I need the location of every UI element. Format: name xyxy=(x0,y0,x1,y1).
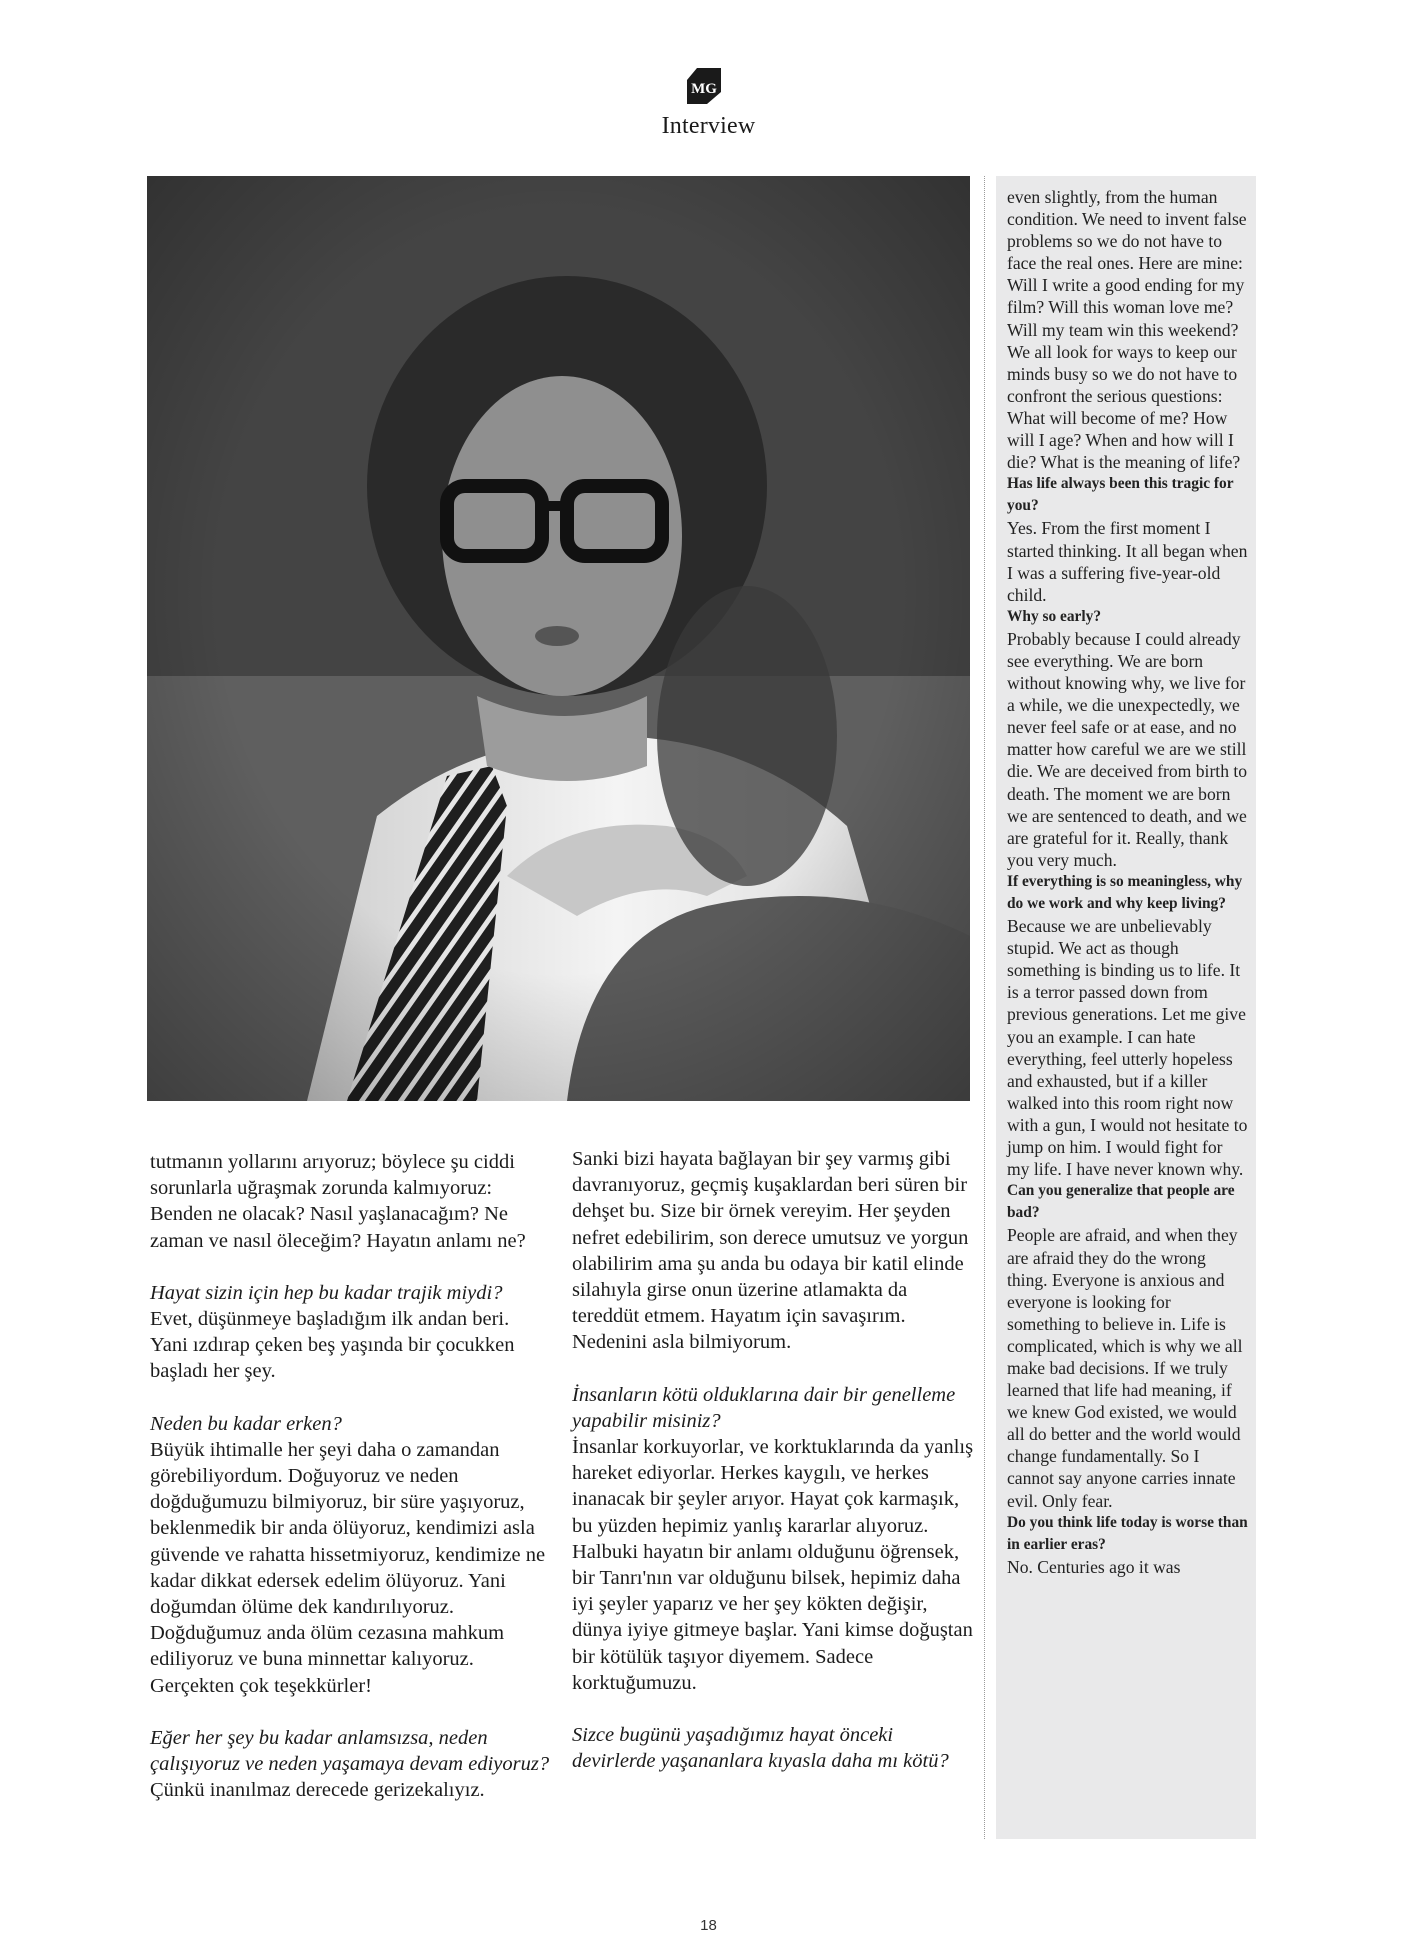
question: İnsanların kötü olduklarına dair bir genelleme yapabilir misiniz? xyxy=(572,1383,956,1432)
question: Hayat sizin için hep bu kadar trajik miydi? xyxy=(150,1281,503,1304)
question: Eğer her şey bu kadar anlamsızsa, neden çalışıyoruz ve neden yaşamaya devam ediyoruz? xyxy=(150,1726,550,1776)
sidebar-question: Do you think life today is worse than in earlier eras? xyxy=(1007,1513,1248,1553)
paragraph xyxy=(150,1280,550,1385)
turkish-column-2 xyxy=(572,1146,976,1800)
paragraph xyxy=(150,1149,550,1254)
column-divider xyxy=(984,176,985,1839)
sidebar-answer: People are afraid, and when they are afraid they do the wrong thing. Everyone is anxious and everyone is looking for something to believe in. Life is complicated, which is why we all make bad decisions. If we truly learned that life had meaning, if we knew God existed, we would all do better and the world would change fundamentally. So I cannot say anyone carries innate evil. Only fear. xyxy=(1007,1225,1243,1511)
page-number: 18 xyxy=(700,1917,717,1934)
question: Sizce bugünü yaşadığımız hayat önceki devirlerde yaşananlara kıyasla daha mı kötü? xyxy=(572,1724,949,1773)
english-sidebar xyxy=(996,176,1256,1839)
sidebar-question: Why so early? xyxy=(1007,607,1102,625)
turkish-column-1 xyxy=(150,1149,550,1829)
answer: İnsanlar korkuyorlar, ve korktuklarında da yanlış hareket ediyorlar. Herkes kaygılı, ve herkes inanacak bir şeyler arıyor. Hayat çok karmaşık, bu yüzden hepimiz yanlış kararlar alıyoruz. Halbuki hayatın bir anlamı olduğunu öğrensek, bir Tanrı'nın var olduğunu bilsek, hepimiz daha iyi şeyler yaparız ve her şey kökten değişir, dünya iyiye gitmeye başlar. Yani kimse doğuştan bir kötülük taşıyor diyemem. Sadece korktuğumuzu. xyxy=(572,1436,974,1694)
answer: Evet, düşünmeye başladığım ilk andan beri. Yani ızdırap çeken beş yaşında bir çocukken başladı her şey. xyxy=(150,1308,515,1383)
answer: Büyük ihtimalle her şeyi daha o zamandan görebiliyordum. Doğuyoruz ve neden doğduğumuzu bilmiyoruz, bir süre yaşıyoruz, beklenmedik bir anda ölüyoruz, kendimizi asla güvende ve rahatta hissetmiyoruz, kendimize ne kadar dikkat edersek edelim ölüyoruz. Yani doğumdan ölüme dek kandırılıyoruz. Doğduğumuz anda ölüm cezasına mahkum ediliyoruz ve buna minnettar kalıyoruz. Gerçekten çok teşekkürler! xyxy=(150,1438,546,1697)
paragraph xyxy=(150,1725,550,1804)
section-title: Interview xyxy=(661,113,756,139)
sidebar-answer: Probably because I could already see everything. We are born without knowing why, we live for a while, we die unexpectedly, we never feel safe or at ease, and no matter how careful we are we still die. We are deceived from birth to death. The moment we are born we are sentenced to death, and we are grateful for it. Really, thank you very much. xyxy=(1007,628,1248,870)
sidebar-answer: Because we are unbelievably stupid. We act as though something is binding us to life. It is a terror passed down from previous generations. Let me give you an example. I can hate everything, feel utterly hopeless and exhausted, but if a killer walked into this room right now with a gun, I would not hesitate to jump on him. I would fight for my life. I have never known why. xyxy=(1007,916,1248,1180)
answer: Çünkü inanılmaz derecede gerizekalıyız. xyxy=(150,1779,485,1802)
sidebar-answer: No. Centuries ago it was xyxy=(1007,1556,1181,1577)
paragraph xyxy=(150,1411,550,1699)
portrait-illustration xyxy=(147,176,970,1101)
paragraph xyxy=(572,1146,976,1356)
sidebar-question: Can you generalize that people are bad? xyxy=(1007,1182,1235,1222)
logo-text: MG xyxy=(690,81,717,97)
sidebar-question: Has life always been this tragic for you? xyxy=(1007,475,1234,515)
answer: tutmanın yollarını arıyoruz; böylece şu ciddi sorunlarla uğraşmak zorunda kalmıyoruz: Benden ne olacak? Nasıl yaşlanacağım? Ne zaman ve nasıl öleceğim? Hayatın anlamı ne? xyxy=(150,1151,526,1252)
sidebar-answer: even slightly, from the human condition. We need to invent false problems so we do not have to face the real ones. Here are mine: Will I write a good ending for my film? Will this woman love me? Will my team win this weekend? We all look for ways to keep our minds busy so we do not have to confront the serious questions: What will become of me? How will I age? When and how will I die? What is the meaning of life? xyxy=(1007,187,1247,473)
page-header xyxy=(0,66,1417,140)
magazine-logo-icon xyxy=(683,66,735,106)
paragraph xyxy=(572,1382,976,1696)
paragraph xyxy=(572,1722,976,1774)
sidebar-answer: Yes. From the first moment I started thinking. It all began when I was a suffering five-year-old child. xyxy=(1007,518,1248,605)
portrait-photo xyxy=(147,176,970,1101)
answer: Sanki bizi hayata bağlayan bir şey varmış gibi davranıyoruz, geçmiş kuşaklardan beri süren bir dehşet bu. Size bir örnek vereyim. Her şeyden nefret edebilirim, son derece umutsuz ve yorgun olabilirim ama şu anda bu odaya bir katil elinde silahıyla girse onun üzerine atlamakta da tereddüt etmem. Hayatım için savaşırım. Nedenini asla bilmiyorum. xyxy=(572,1148,969,1354)
sidebar-question: If everything is so meaningless, why do we work and why keep living? xyxy=(1007,872,1243,912)
question: Neden bu kadar erken? xyxy=(150,1412,342,1435)
